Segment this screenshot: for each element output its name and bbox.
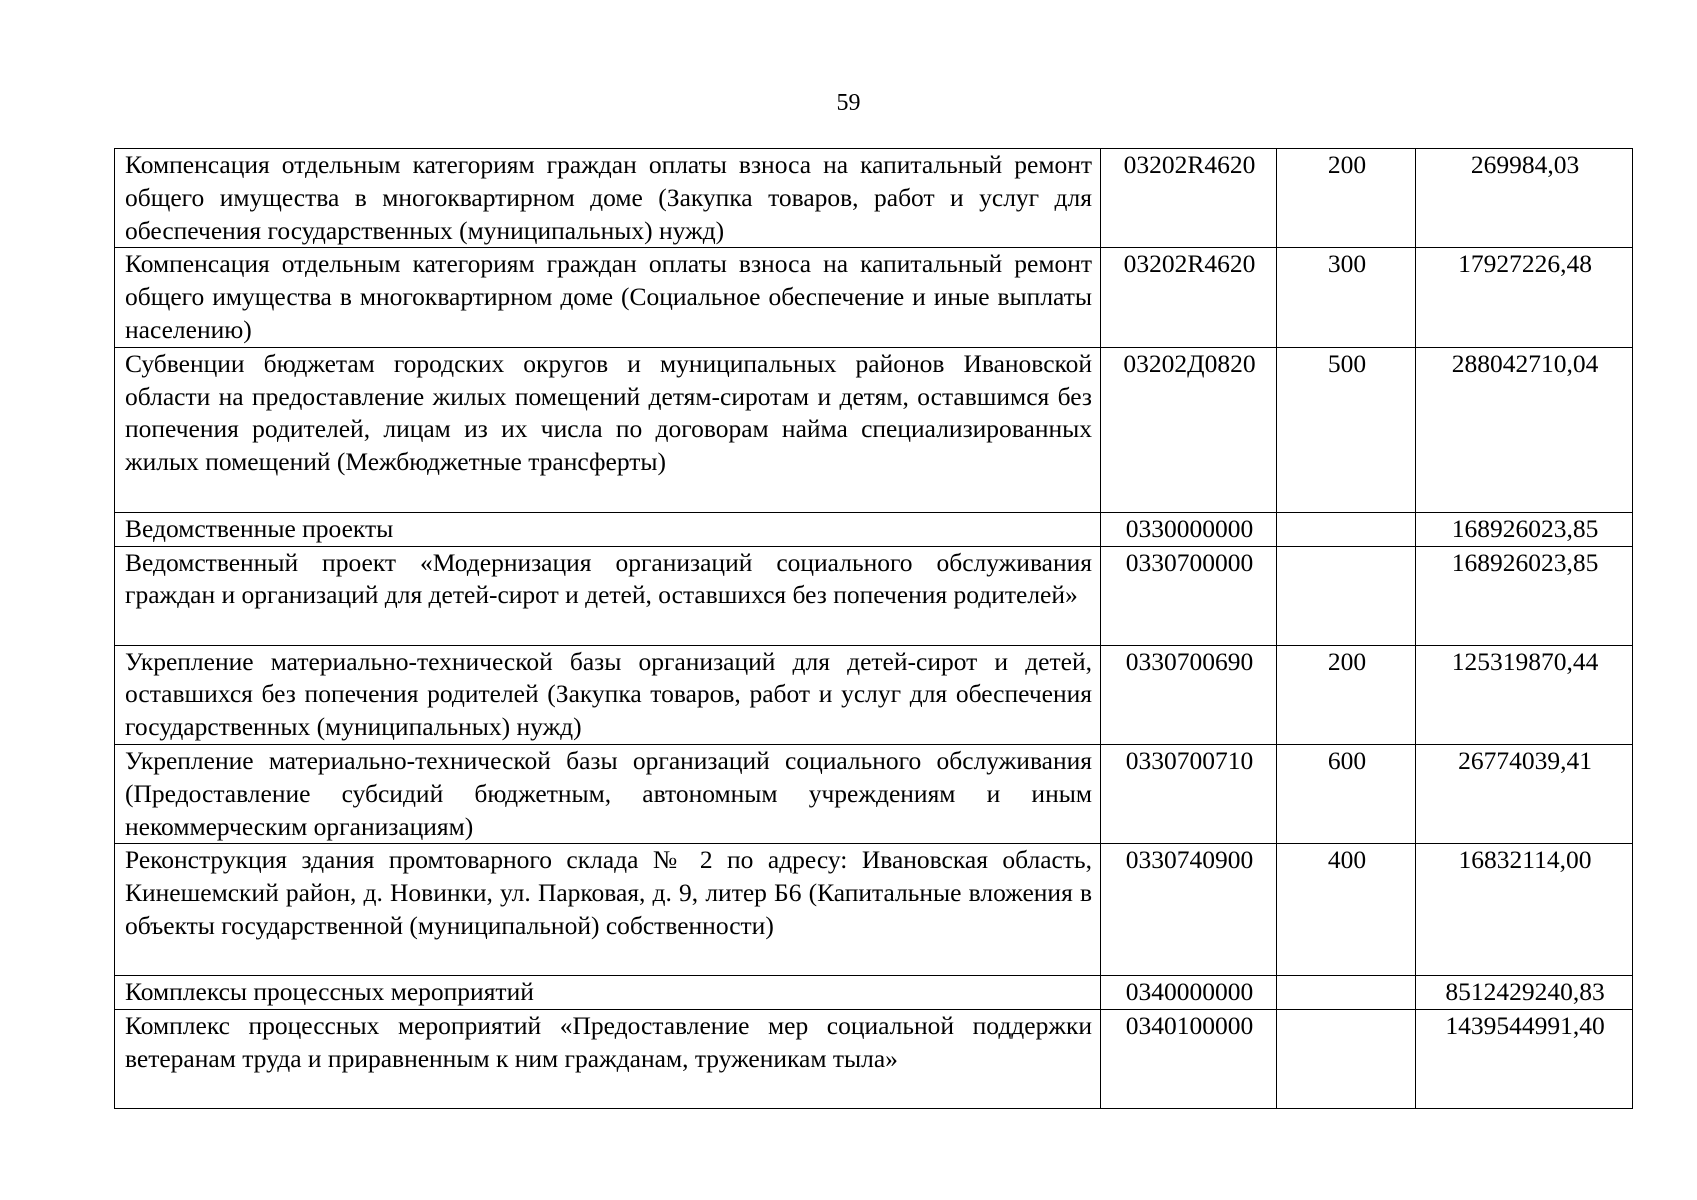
table-row bbox=[115, 347, 1633, 512]
row-name: Ведомственные проекты bbox=[115, 512, 1101, 546]
budget-table bbox=[114, 148, 1633, 1109]
table-row bbox=[115, 844, 1633, 976]
row-code: 0340000000 bbox=[1101, 976, 1277, 1010]
row-expense-type: 200 bbox=[1277, 149, 1416, 248]
row-expense-type bbox=[1277, 512, 1416, 546]
row-expense-type: 500 bbox=[1277, 347, 1416, 512]
row-expense-type: 200 bbox=[1277, 645, 1416, 744]
row-amount: 125319870,44 bbox=[1416, 645, 1633, 744]
row-code: 03202R4620 bbox=[1101, 149, 1277, 248]
row-code: 03202Д0820 bbox=[1101, 347, 1277, 512]
row-amount: 269984,03 bbox=[1416, 149, 1633, 248]
row-amount: 17927226,48 bbox=[1416, 248, 1633, 347]
row-expense-type bbox=[1277, 976, 1416, 1010]
table-row bbox=[115, 744, 1633, 843]
row-amount: 26774039,41 bbox=[1416, 744, 1633, 843]
row-code: 0330700000 bbox=[1101, 546, 1277, 645]
row-code: 0330000000 bbox=[1101, 512, 1277, 546]
row-code: 0330700690 bbox=[1101, 645, 1277, 744]
row-code: 0330700710 bbox=[1101, 744, 1277, 843]
row-name: Укрепление материально-технической базы организаций для детей-сирот и детей, оставшихся без попечения родителей (Закупка товаров, работ и услуг для обеспечения государственных (муниципальных) нужд) bbox=[115, 645, 1101, 744]
row-expense-type bbox=[1277, 1010, 1416, 1109]
row-amount: 1439544991,40 bbox=[1416, 1010, 1633, 1109]
row-name: Компенсация отдельным категориям граждан оплаты взноса на капитальный ремонт общего имущества в многоквартирном доме (Закупка товаров, работ и услуг для обеспечения государственных (муниципальных) нужд) bbox=[115, 149, 1101, 248]
row-amount: 168926023,85 bbox=[1416, 512, 1633, 546]
page-number: 59 bbox=[836, 90, 861, 116]
row-name: Реконструкция здания промтоварного склада № 2 по адресу: Ивановская область, Кинешемский район, д. Новинки, ул. Парковая, д. 9, литер Б6 (Капитальные вложения в объекты государственной (муниципальной) собственности) bbox=[115, 844, 1101, 976]
row-amount: 8512429240,83 bbox=[1416, 976, 1633, 1010]
row-expense-type: 300 bbox=[1277, 248, 1416, 347]
row-name: Комплексы процессных мероприятий bbox=[115, 976, 1101, 1010]
table-row bbox=[115, 248, 1633, 347]
table-row bbox=[115, 645, 1633, 744]
row-amount: 168926023,85 bbox=[1416, 546, 1633, 645]
table-row bbox=[115, 546, 1633, 645]
row-name: Ведомственный проект «Модернизация организаций социального обслуживания граждан и организаций для детей-сирот и детей, оставшихся без попечения родителей» bbox=[115, 546, 1101, 645]
row-name: Компенсация отдельным категориям граждан оплаты взноса на капитальный ремонт общего имущества в многоквартирном доме (Социальное обеспечение и иные выплаты населению) bbox=[115, 248, 1101, 347]
row-amount: 16832114,00 bbox=[1416, 844, 1633, 976]
row-expense-type bbox=[1277, 546, 1416, 645]
row-code: 0330740900 bbox=[1101, 844, 1277, 976]
table-row bbox=[115, 512, 1633, 546]
table-row bbox=[115, 976, 1633, 1010]
row-code: 0340100000 bbox=[1101, 1010, 1277, 1109]
row-name: Комплекс процессных мероприятий «Предоставление мер социальной поддержки ветеранам труда и приравненным к ним гражданам, труженикам тыла» bbox=[115, 1010, 1101, 1109]
row-name: Укрепление материально-технической базы организаций социального обслуживания (Предоставление субсидий бюджетным, автономным учреждениям и иным некоммерческим организациям) bbox=[115, 744, 1101, 843]
table-row bbox=[115, 149, 1633, 248]
row-amount: 288042710,04 bbox=[1416, 347, 1633, 512]
row-name: Субвенции бюджетам городских округов и муниципальных районов Ивановской области на предоставление жилых помещений детям-сиротам и детям, оставшимся без попечения родителей, лицам из их числа по договорам найма специализированных жилых помещений (Межбюджетные трансферты) bbox=[115, 347, 1101, 512]
row-expense-type: 400 bbox=[1277, 844, 1416, 976]
row-expense-type: 600 bbox=[1277, 744, 1416, 843]
table-row bbox=[115, 1010, 1633, 1109]
row-code: 03202R4620 bbox=[1101, 248, 1277, 347]
